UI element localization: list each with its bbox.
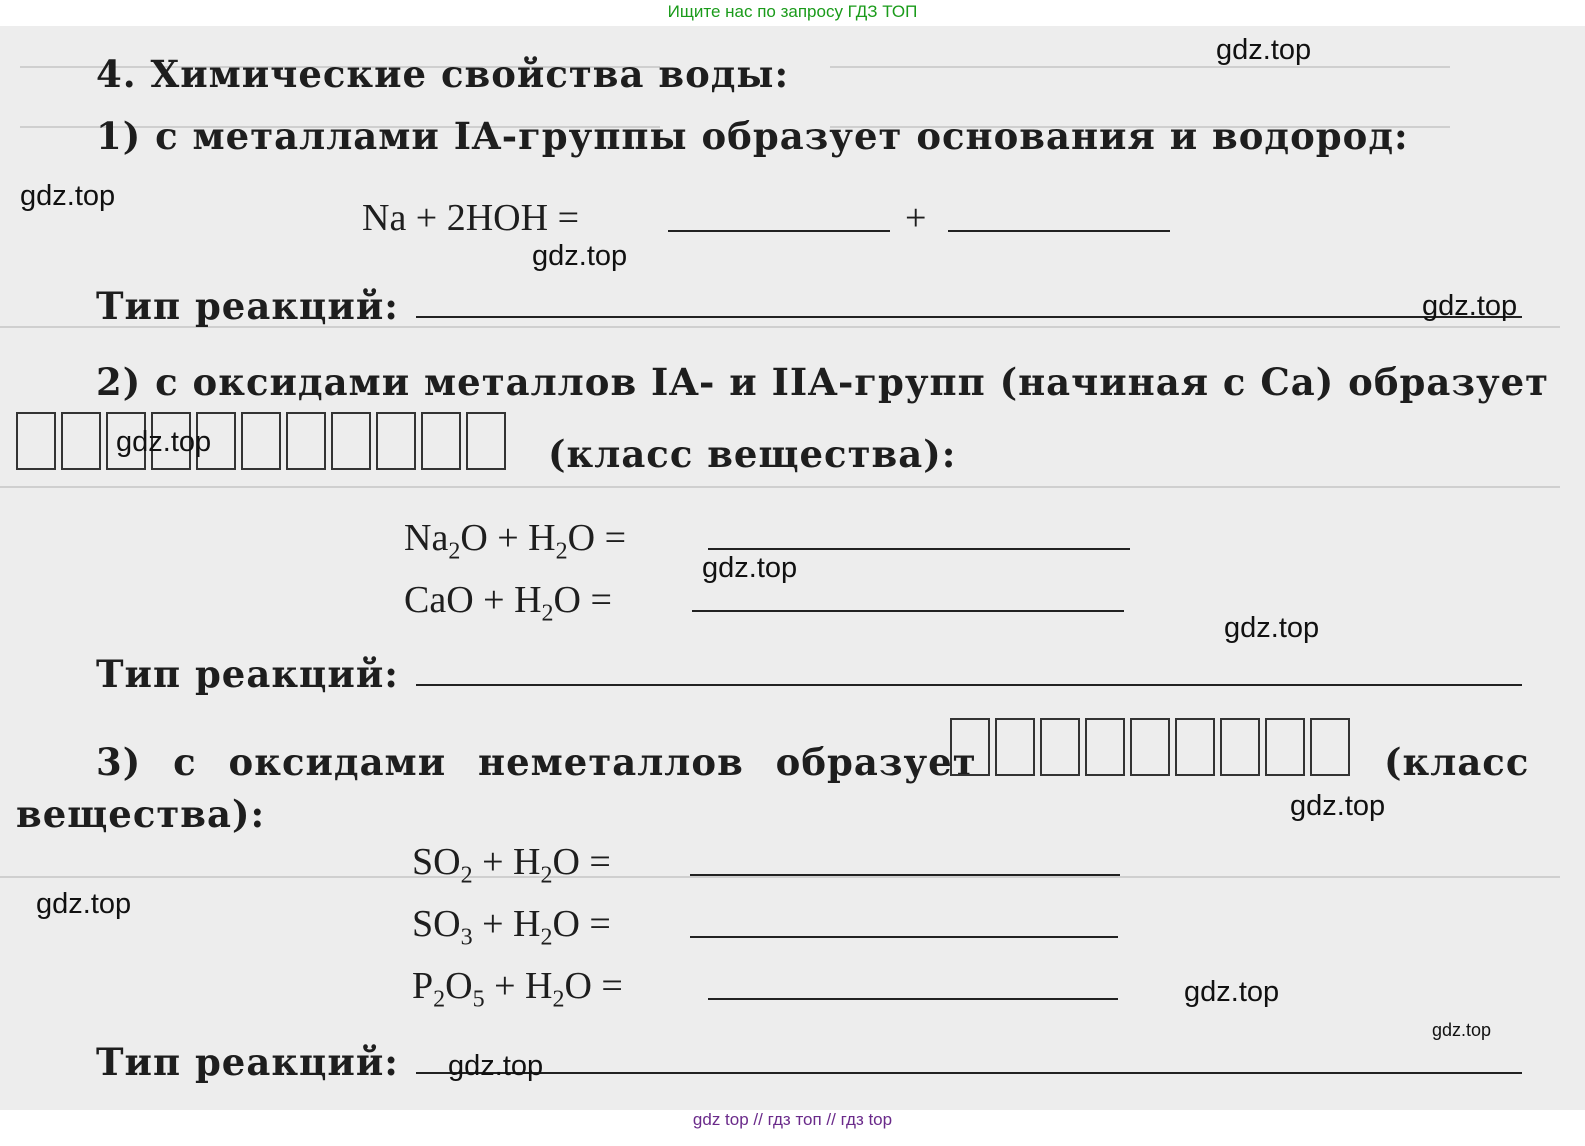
equation-cao: CaO + $H_2O$ =	[404, 579, 612, 627]
ghost-line	[0, 876, 1560, 878]
letter-box[interactable]	[1175, 718, 1215, 776]
letter-boxes[interactable]	[16, 412, 511, 470]
answer-line[interactable]	[416, 1072, 1522, 1074]
answer-line[interactable]	[416, 316, 1522, 318]
item2-text: 2) с оксидами металлов IA- и IIA-групп (начиная с Ca) образует	[96, 360, 1550, 404]
class-label: (класс вещества):	[548, 432, 957, 476]
letter-box[interactable]	[466, 412, 506, 470]
letter-box[interactable]	[1085, 718, 1125, 776]
letter-box[interactable]	[1310, 718, 1350, 776]
letter-box[interactable]	[331, 412, 371, 470]
watermark: gdz.top	[20, 180, 116, 212]
watermark: gdz.top	[532, 240, 628, 272]
letter-box[interactable]	[1265, 718, 1305, 776]
item1-equation: Na + 2HOH =	[362, 197, 579, 239]
watermark: gdz.top	[1432, 1020, 1492, 1040]
letter-boxes[interactable]	[950, 718, 1355, 776]
watermark: gdz.top	[36, 888, 132, 920]
watermark: gdz.top	[1224, 612, 1320, 644]
watermark: gdz.top	[1184, 976, 1280, 1008]
ghost-line	[830, 66, 1450, 68]
bottom-banner[interactable]: gdz top // гдз топ // гдз top	[692, 1110, 893, 1129]
section-heading: 4. Химические свойства воды:	[96, 52, 790, 96]
equation-so3: $SO_3 + H_2O$ =	[412, 903, 611, 951]
top-banner[interactable]: Ищите нас по запросу ГДЗ ТОП	[667, 2, 918, 21]
letter-box[interactable]	[1220, 718, 1260, 776]
equation-p2o5: $P_2O_5 + H_2O$ =	[412, 965, 623, 1013]
letter-box[interactable]	[1040, 718, 1080, 776]
ghost-line	[0, 486, 1560, 488]
answer-line[interactable]	[692, 610, 1124, 612]
watermark: gdz.top	[1422, 290, 1518, 322]
answer-line[interactable]	[668, 230, 890, 232]
letter-box[interactable]	[421, 412, 461, 470]
letter-box[interactable]	[16, 412, 56, 470]
class-label: (класс	[1384, 740, 1530, 784]
reaction-type-label: Тип реакций:	[96, 284, 399, 328]
textbook-page	[0, 26, 1585, 1110]
letter-box[interactable]	[61, 412, 101, 470]
watermark: gdz.top	[1216, 34, 1312, 66]
letter-box[interactable]	[950, 718, 990, 776]
answer-line[interactable]	[708, 998, 1118, 1000]
reaction-type-label: Тип реакций:	[96, 1040, 399, 1084]
answer-line[interactable]	[416, 684, 1522, 686]
watermark: gdz.top	[1290, 790, 1386, 822]
equation-so2: $SO_2 + H_2O$ =	[412, 841, 611, 889]
answer-line[interactable]	[948, 230, 1170, 232]
letter-box[interactable]	[376, 412, 416, 470]
letter-box[interactable]	[286, 412, 326, 470]
watermark: gdz.top	[116, 426, 212, 458]
answer-line[interactable]	[708, 548, 1130, 550]
reaction-type-label: Тип реакций:	[96, 652, 399, 696]
answer-line[interactable]	[690, 874, 1120, 876]
letter-box[interactable]	[1130, 718, 1170, 776]
letter-box[interactable]	[995, 718, 1035, 776]
class-label-continued: вещества):	[16, 792, 266, 836]
item1-text: 1) с металлами IA-группы образует основания и водород:	[96, 114, 1409, 158]
letter-box[interactable]	[241, 412, 281, 470]
plus-sign: +	[905, 197, 927, 239]
item3-text: 3) с оксидами неметаллов образует	[96, 740, 977, 784]
watermark: gdz.top	[448, 1050, 544, 1082]
answer-line[interactable]	[690, 936, 1118, 938]
equation-na2o: $Na_2O + H_2O$ =	[404, 517, 627, 565]
watermark: gdz.top	[702, 552, 798, 584]
